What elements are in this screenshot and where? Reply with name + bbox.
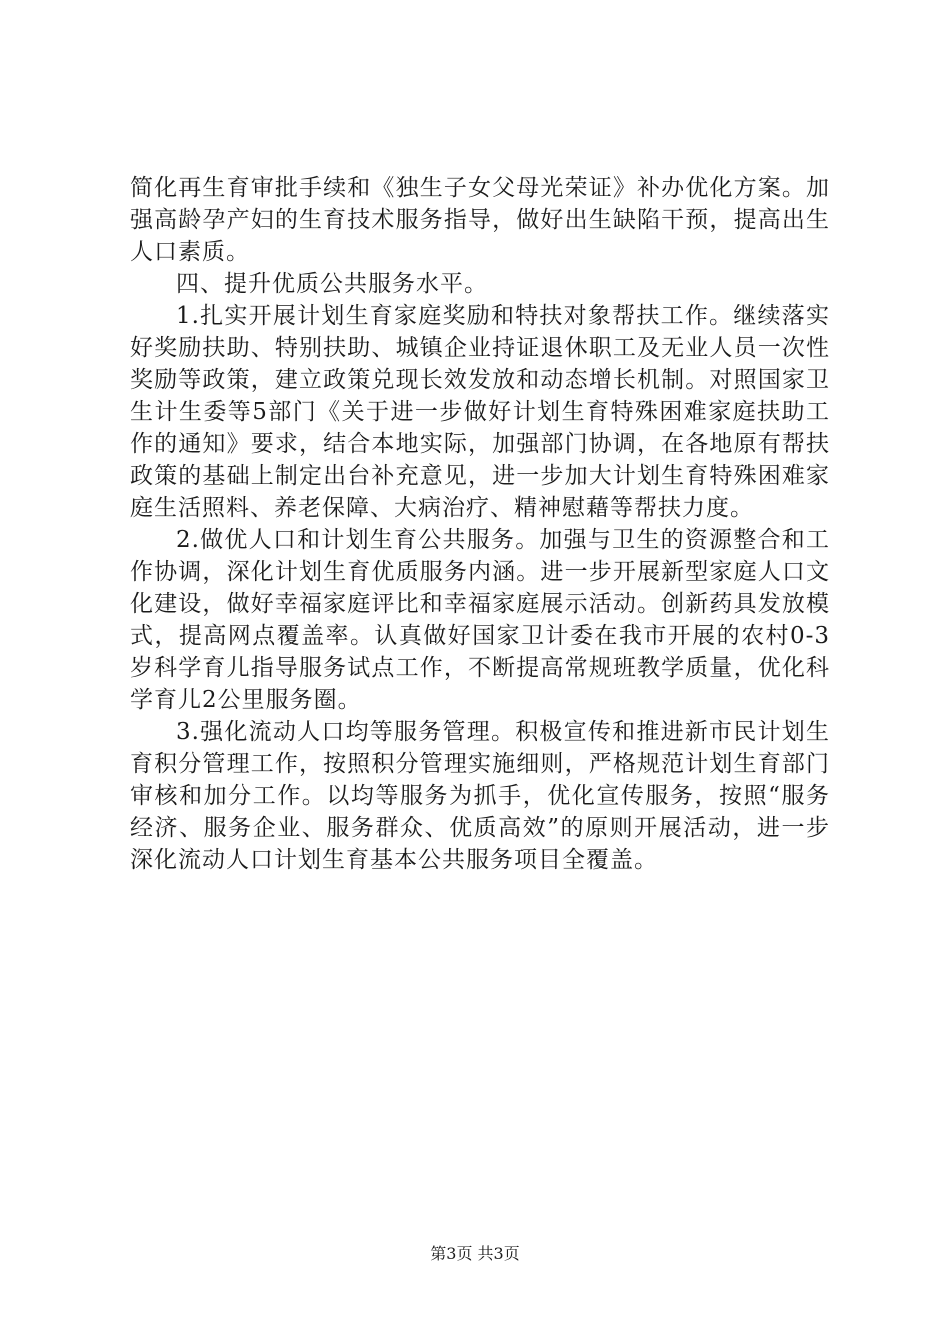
paragraph-section-heading: 四、提升优质公共服务水平。 bbox=[176, 271, 488, 297]
paragraph-item-3: 3.强化流动人口均等服务管理。积极宣传和推进新市民计划生育积分管理工作，按照积分管理实施细则，严格规范计划生育部门审核和加分工作。以均等服务为抓手，优化宣传服务，按照“服务经济、服务企业、服务群众、优质高效”的原则开展活动，进一步深化流动人口计划生育基本公共服务项目全覆盖。 bbox=[130, 719, 830, 873]
paragraph-1: 简化再生育审批手续和《独生子女父母光荣证》补办优化方案。加强高龄孕产妇的生育技术服务指导，做好出生缺陷干预，提高出生人口素质。 bbox=[130, 175, 830, 265]
paragraph-item-2: 2.做优人口和计划生育公共服务。加强与卫生的资源整合和工作协调，深化计划生育优质服务内涵。进一步开展新型家庭人口文化建设，做好幸福家庭评比和幸福家庭展示活动。创新药具发放模式，提高网点覆盖率。认真做好国家卫计委在我市开展的农村0-3岁科学育儿指导服务试点工作，不断提高常规班教学质量，优化科学育儿2公里服务圈。 bbox=[130, 527, 830, 713]
document-body bbox=[130, 172, 830, 876]
page-footer: 第3页 共3页 bbox=[430, 1244, 520, 1263]
paragraph-item-1: 1.扎实开展计划生育家庭奖励和特扶对象帮扶工作。继续落实好奖励扶助、特别扶助、城镇企业持证退休职工及无业人员一次性奖励等政策，建立政策兑现长效发放和动态增长机制。对照国家卫生计生委等5部门《关于进一步做好计划生育特殊困难家庭扶助工作的通知》要求，结合本地实际，加强部门协调，在各地原有帮扶政策的基础上制定出台补充意见，进一步加大计划生育特殊困难家庭生活照料、养老保障、大病治疗、精神慰藉等帮扶力度。 bbox=[130, 303, 830, 521]
